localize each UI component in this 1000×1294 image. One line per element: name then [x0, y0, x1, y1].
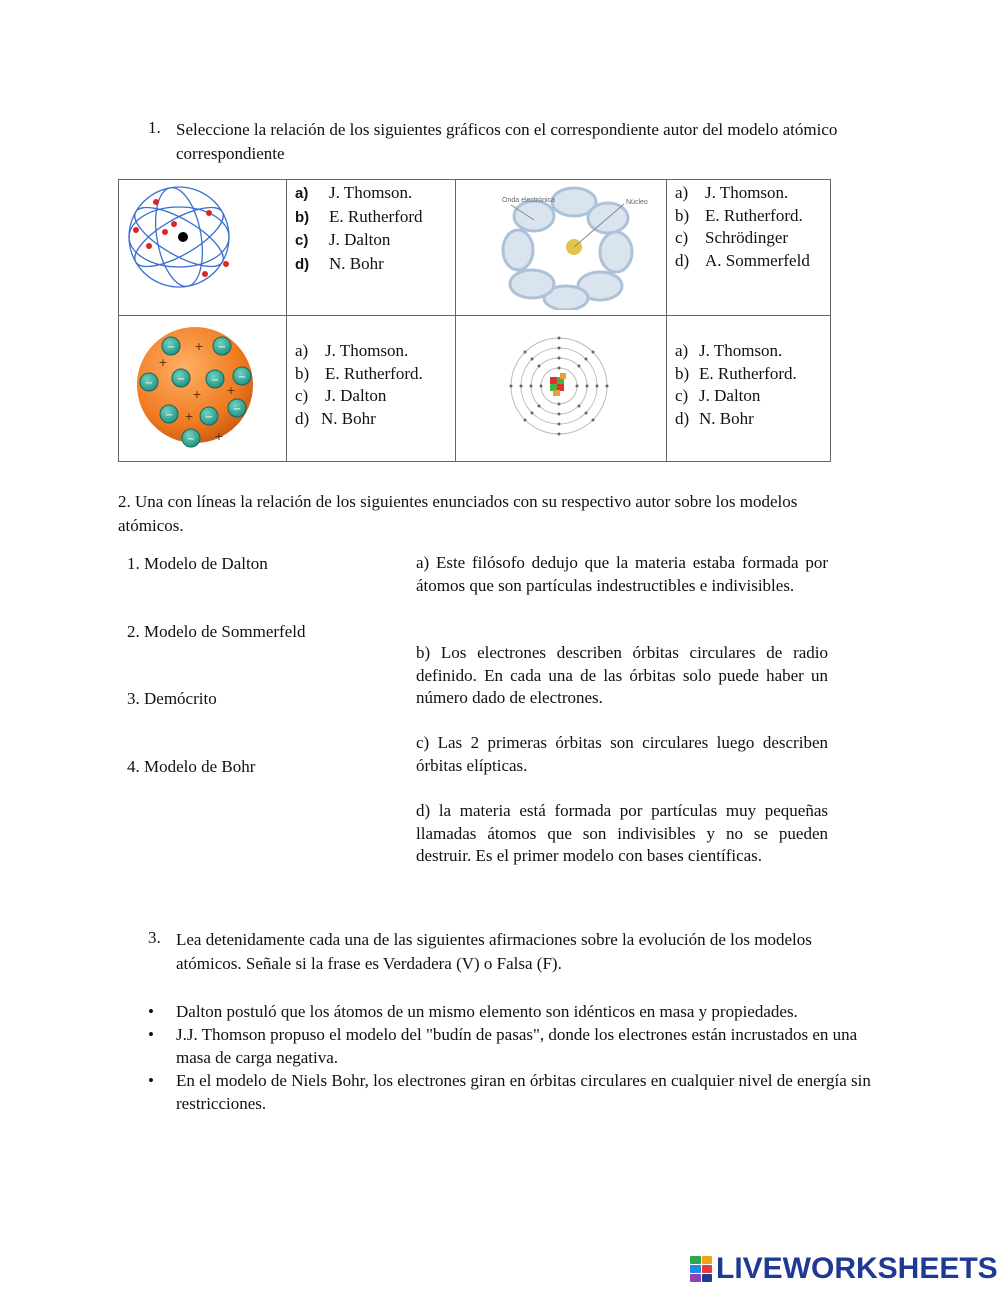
logo-icon [690, 1256, 712, 1282]
bohr-atom-image [456, 316, 666, 456]
svg-text:−: − [166, 342, 176, 353]
logo-text: LIVEWORKSHEETS [716, 1252, 998, 1285]
svg-text:+: + [226, 384, 236, 397]
question-3 [148, 928, 848, 976]
option[interactable]: c) J. Dalton [675, 386, 761, 405]
svg-text:−: − [210, 375, 220, 386]
plum-pudding-image [119, 316, 285, 456]
svg-text:+: + [194, 340, 204, 353]
electron-wave-image [456, 180, 666, 310]
svg-text:−: − [237, 372, 247, 383]
wave-label: Onda electrónica [502, 197, 555, 204]
options-cell-4 [667, 316, 831, 462]
svg-text:−: − [217, 342, 227, 353]
svg-text:−: − [176, 374, 186, 385]
bohr-image-cell [456, 316, 667, 462]
svg-text:+: + [192, 388, 202, 401]
bullet: • [148, 1002, 154, 1021]
svg-text:−: − [232, 404, 242, 415]
option[interactable]: d) A. Sommerfeld [675, 250, 810, 270]
liveworksheets-logo [690, 1252, 998, 1286]
option[interactable]: a) J. Thomson. [295, 183, 413, 202]
options-cell-3 [287, 316, 456, 462]
option[interactable]: d) N. Bohr [675, 408, 754, 428]
match-left-item[interactable]: 2. Modelo de Sommerfeld [127, 622, 306, 641]
statement[interactable]: • J.J. Thomson propuso el modelo del "budín de pasas", donde los electrones están incrustados en una masa de carga negativa. [148, 1025, 858, 1067]
bullet: • [148, 1025, 154, 1044]
option[interactable]: c) J. Dalton [295, 230, 391, 249]
option[interactable]: d) N. Bohr [295, 253, 384, 273]
match-left-item[interactable]: 3. Demócrito [127, 689, 217, 708]
option[interactable]: a) J. Thomson. [675, 341, 783, 360]
match-right-item[interactable]: c) Las 2 primeras órbitas son circulares luego describen órbitas elípticas. [416, 733, 828, 775]
question-text: Seleccione la relación de los siguientes gráficos con el correspondiente autor del modelo atómico correspondiente [176, 120, 838, 163]
question-number: 3. [148, 928, 161, 947]
question-2-text: 2. Una con líneas la relación de los siguientes enunciados con su respectivo autor sobre los modelos atómicos. [118, 492, 798, 535]
options-cell-1 [287, 180, 456, 316]
match-right-item[interactable]: d) la materia está formada por partículas muy pequeñas llamadas átomos que son indivisibles y no se pueden destruir. Es el primer modelo con bases científicas. [416, 801, 828, 865]
option[interactable]: c) Schrödinger [675, 228, 789, 247]
svg-text:−: − [204, 412, 214, 423]
statement[interactable]: • En el modelo de Niels Bohr, los electrones giran en órbitas circulares en cualquier nivel de energía sin restricciones. [148, 1071, 871, 1113]
option[interactable]: b) E. Rutherford. [675, 205, 803, 225]
model-table [118, 179, 831, 462]
option[interactable]: b) E. Rutherford. [675, 363, 797, 383]
option[interactable]: c) J. Dalton [295, 386, 387, 405]
match-right-item[interactable]: a) Este filósofo dedujo que la materia estaba formada por átomos que son partículas indestructibles e indivisibles. [416, 553, 828, 595]
match-left-item[interactable]: 1. Modelo de Dalton [127, 554, 268, 573]
svg-text:+: + [184, 410, 194, 423]
match-right-item[interactable]: b) Los electrones describen órbitas circulares de radio definido. En cada una de las órbitas solo puede haber un número dado de electrones. [416, 643, 828, 707]
question-number: 1. [148, 118, 161, 137]
thomson-image-cell [119, 316, 287, 462]
match-left-item[interactable]: 4. Modelo de Bohr [127, 757, 256, 776]
options-cell-2 [667, 180, 831, 316]
atom-orbits-image [119, 180, 285, 310]
option[interactable]: a) J. Thomson. [295, 341, 409, 360]
bullet: • [148, 1071, 154, 1090]
question-1 [148, 118, 878, 166]
svg-text:+: + [214, 430, 224, 443]
dalton-like-image-cell [119, 180, 287, 316]
question-text: Lea detenidamente cada una de las siguientes afirmaciones sobre la evolución de los modelos atómicos. Señale si la frase es Verdadera (V) o Falsa (F). [176, 930, 812, 973]
option[interactable]: b) E. Rutherford [295, 206, 423, 226]
statement-list [148, 1000, 878, 1115]
option[interactable]: d) N. Bohr [295, 408, 376, 428]
svg-text:+: + [158, 356, 168, 369]
option[interactable]: a) J. Thomson. [675, 183, 789, 202]
statement[interactable]: • Dalton postuló que los átomos de un mismo elemento son idénticos en masa y propiedades. [148, 1002, 798, 1021]
option[interactable]: b) E. Rutherford. [295, 363, 423, 383]
svg-text:−: − [164, 410, 174, 421]
nucleus-label: Núcleo [626, 199, 648, 206]
svg-text:−: − [144, 378, 154, 389]
sommerfeld-image-cell [456, 180, 667, 316]
svg-text:−: − [186, 434, 196, 445]
